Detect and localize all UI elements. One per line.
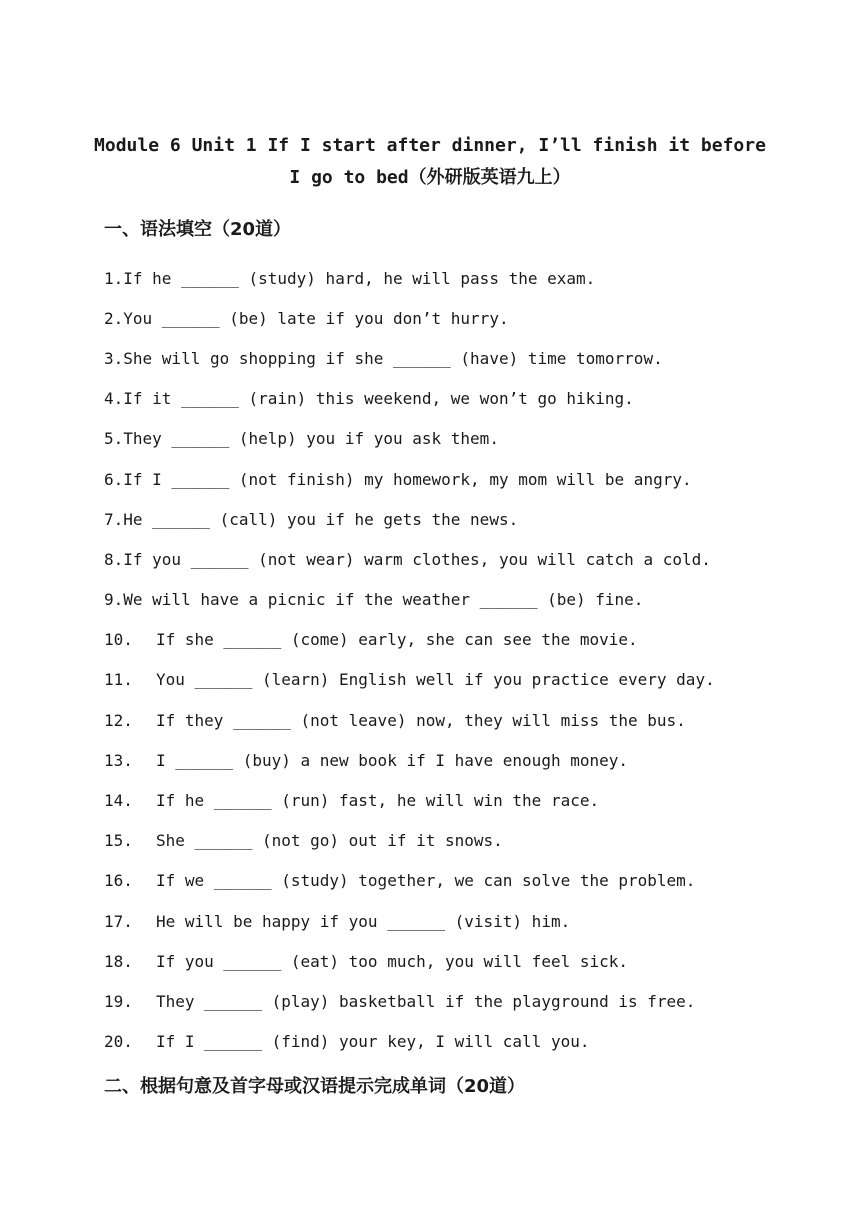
exercise-item: [104, 620, 715, 660]
exercise-number: 7.: [104, 509, 124, 529]
exercise-item: [104, 821, 715, 861]
exercise-list: [104, 258, 715, 1062]
exercise-sentence: He ______ (call) you if he gets the news.: [123, 509, 519, 529]
exercise-sentence: I ______ (buy) a new book if I have enough money.: [156, 750, 629, 770]
exercise-sentence: If he ______ (run) fast, he will win the race.: [156, 791, 600, 811]
document-title: [60, 130, 800, 194]
exercise-item: [104, 379, 715, 419]
exercise-sentence: If you ______ (not wear) warm clothes, you will catch a cold.: [123, 549, 711, 569]
exercise-item: [104, 580, 715, 620]
exercise-item: [104, 1022, 715, 1062]
exercise-item: [104, 499, 715, 539]
exercise-number: 9.: [104, 590, 124, 610]
exercise-item: [104, 901, 715, 941]
exercise-item: [104, 298, 715, 338]
section-heading-grammar-fill: 一、语法填空（20道）: [104, 219, 292, 240]
exercise-number: 1.: [104, 268, 124, 288]
exercise-number: 20.: [104, 1032, 133, 1052]
exercise-sentence: He will be happy if you ______ (visit) him.: [156, 911, 571, 931]
exercise-number: 13.: [104, 750, 133, 770]
exercise-number: 14.: [104, 791, 133, 811]
exercise-number: 3.: [104, 348, 124, 368]
exercise-number: 11.: [104, 670, 133, 690]
exercise-sentence: If it ______ (rain) this weekend, we won’t go hiking.: [123, 389, 634, 409]
exercise-sentence: You ______ (learn) English well if you practice every day.: [156, 670, 715, 690]
exercise-number: 5.: [104, 429, 124, 449]
exercise-sentence: If he ______ (study) hard, he will pass the exam.: [123, 268, 596, 288]
exercise-item: [104, 981, 715, 1021]
exercise-number: 8.: [104, 549, 124, 569]
section-heading-word-completion: 二、根据句意及首字母或汉语提示完成单词（20道）: [104, 1076, 526, 1097]
exercise-number: 4.: [104, 389, 124, 409]
exercise-number: 15.: [104, 831, 133, 851]
exercise-sentence: She will go shopping if she ______ (have) time tomorrow.: [123, 348, 663, 368]
exercise-number: 12.: [104, 710, 133, 730]
exercise-number: 18.: [104, 951, 133, 971]
exercise-sentence: She ______ (not go) out if it snows.: [156, 831, 503, 851]
exercise-sentence: If I ______ (find) your key, I will call you.: [156, 1032, 590, 1052]
exercise-sentence: If I ______ (not finish) my homework, my mom will be angry.: [123, 469, 692, 489]
title-line-2: I go to bed（外研版英语九上）: [289, 167, 571, 188]
exercise-item: [104, 941, 715, 981]
exercise-number: 6.: [104, 469, 124, 489]
exercise-item: [104, 419, 715, 459]
exercise-number: 19.: [104, 991, 133, 1011]
exercise-item: [104, 780, 715, 820]
exercise-item: [104, 861, 715, 901]
exercise-item: [104, 338, 715, 378]
exercise-sentence: If we ______ (study) together, we can solve the problem.: [156, 871, 696, 891]
exercise-number: 16.: [104, 871, 133, 891]
exercise-number: 10.: [104, 630, 133, 650]
exercise-sentence: They ______ (play) basketball if the playground is free.: [156, 991, 696, 1011]
exercise-sentence: If you ______ (eat) too much, you will feel sick.: [156, 951, 629, 971]
exercise-sentence: You ______ (be) late if you don’t hurry.: [123, 308, 509, 328]
exercise-item: [104, 258, 715, 298]
exercise-item: [104, 700, 715, 740]
exercise-item: [104, 539, 715, 579]
exercise-item: [104, 740, 715, 780]
exercise-item: [104, 660, 715, 700]
exercise-item: [104, 459, 715, 499]
exercise-sentence: They ______ (help) you if you ask them.: [123, 429, 499, 449]
title-line-1: Module 6 Unit 1 If I start after dinner, I’ll finish it before: [94, 135, 766, 156]
exercise-sentence: If she ______ (come) early, she can see the movie.: [156, 630, 638, 650]
exercise-sentence: If they ______ (not leave) now, they will miss the bus.: [156, 710, 686, 730]
exercise-number: 17.: [104, 911, 133, 931]
exercise-number: 2.: [104, 308, 124, 328]
exercise-sentence: We will have a picnic if the weather ______ (be) fine.: [123, 590, 644, 610]
